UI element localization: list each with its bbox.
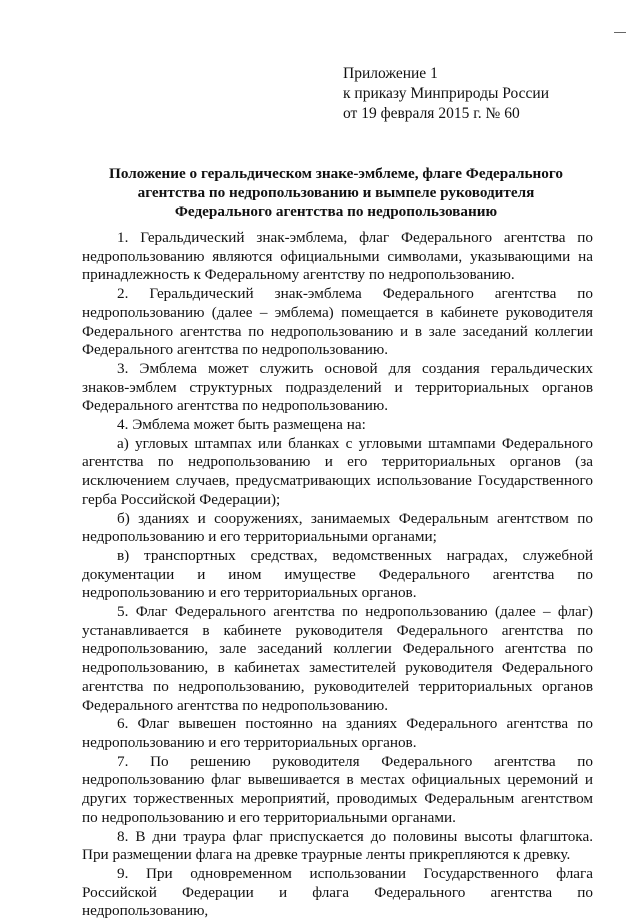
paragraph-5: 5. Флаг Федерального агентства по недропользованию (далее – флаг) устанавливается в кабинете руководителя Федерального агентства по недропользованию, зале заседаний коллегии Федерального агентства по недропользованию, в кабинетах заместителей руководителя Федерального агентства по недропользованию, руководителей территориальных органов Федерального агентства по недропользованию. bbox=[82, 603, 593, 714]
appendix-line-3: от 19 февраля 2015 г. № 60 bbox=[343, 105, 520, 122]
paragraph-6: 6. Флаг вывешен постоянно на зданиях Федерального агентства по недропользованию и его территориальных органов. bbox=[82, 715, 593, 751]
paragraph-4b: б) зданиях и сооружениях, занимаемых Федеральным агентством по недропользованию и его территориальными органами; bbox=[82, 509, 593, 546]
paragraph-2: 2. Геральдический знак-эмблема Федерального агентства по недропользованию (далее – эмблема) помещается в кабинете руководителя Федерального агентства по недропользованию и в зале заседаний коллегии Федерального агентства по недропользованию. bbox=[82, 285, 593, 359]
paragraph-3: 3. Эмблема может служить основой для создания геральдических знаков-эмблем структурных подразделений и территориальных органов Федерального агентства по недропользованию. bbox=[82, 359, 593, 415]
appendix-line-1: Приложение 1 bbox=[343, 65, 438, 82]
paragraph-7: 7. По решению руководителя Федерального агентства по недропользованию флаг вывешивается в местах официальных церемоний и других торжественных мероприятий, проводимых Федеральным агентством по недропользованию и его территориальными органами. bbox=[82, 752, 593, 826]
document-body bbox=[82, 229, 593, 921]
paragraph-9: 9. При одновременном использовании Государственного флага Российской Федерации и флага Федерального агентства по недропользованию, bbox=[82, 864, 593, 920]
appendix-header bbox=[343, 64, 549, 124]
paragraph-4a: а) угловых штампах или бланках с угловыми штампами Федерального агентства по недропользованию и его территориальных органов (за исключением случаев, предусматривающих использование Государственного герба Российской Федерации); bbox=[82, 434, 593, 508]
appendix-line-2: к приказу Минприроды России bbox=[343, 85, 550, 102]
corner-mark bbox=[614, 32, 626, 33]
document-title: Положение о геральдическом знаке-эмблеме, флаге Федерального агентства по недропользованию и вымпеле руководителя Федерального агентства по недропользованию bbox=[109, 165, 563, 220]
paragraph-1: 1. Геральдический знак-эмблема, флаг Федерального агентства по недропользованию являются официальными символами, указывающими на принадлежность к Федеральному агентству по недропользованию. bbox=[82, 229, 593, 284]
paragraph-4c: в) транспортных средствах, ведомственных наградах, служебной документации и ином имуществе Федерального агентства по недропользованию и его территориальных органов. bbox=[82, 546, 593, 602]
paragraph-4: 4. Эмблема может быть размещена на: bbox=[117, 416, 366, 434]
paragraph-8: 8. В дни траура флаг приспускается до половины высоты флагштока. При размещении флага на древке траурные ленты прикрепляются к древку. bbox=[82, 827, 593, 864]
